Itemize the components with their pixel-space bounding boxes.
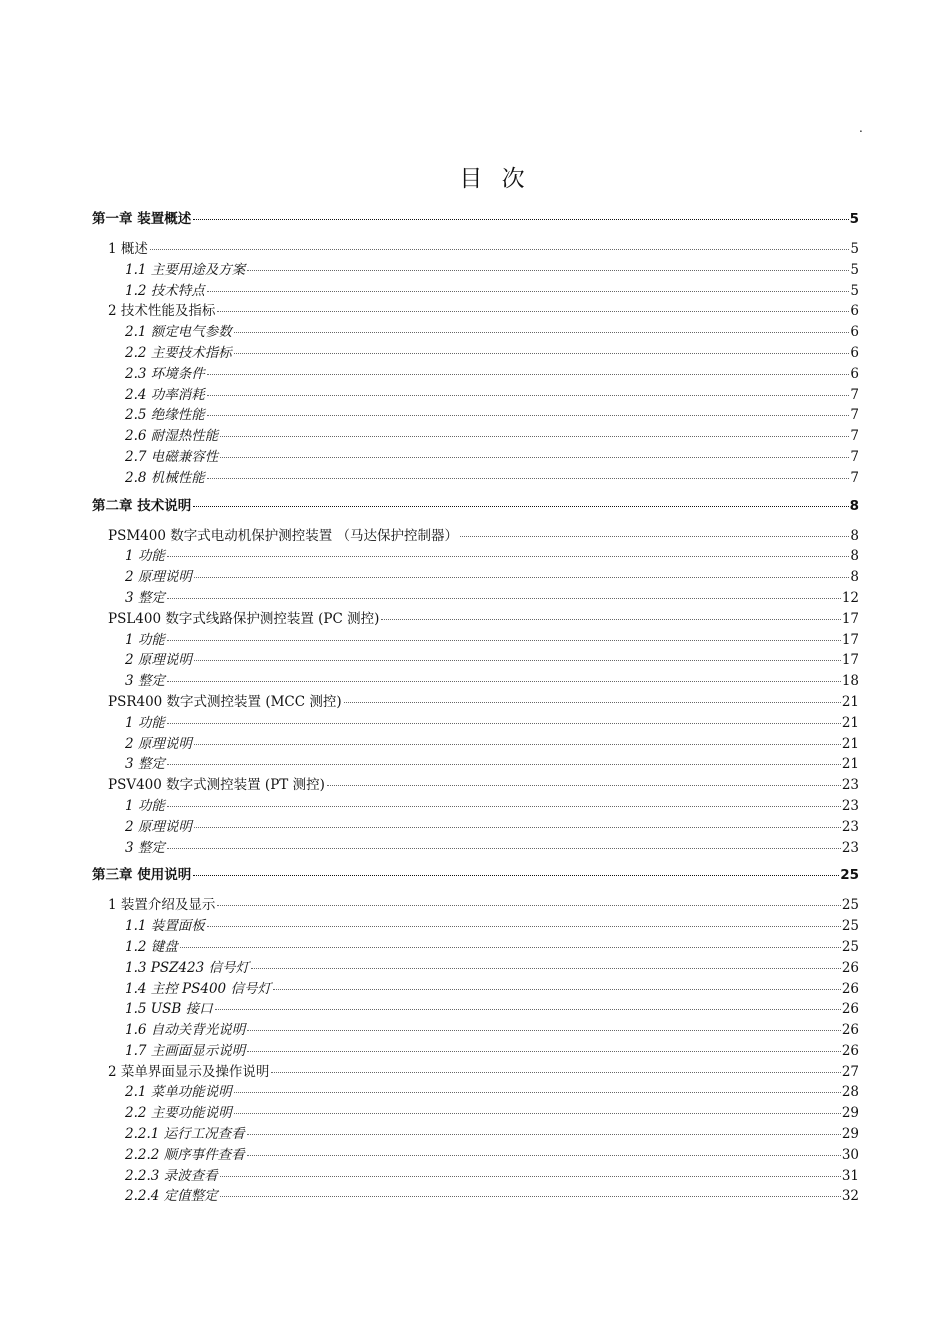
toc-entry-label: 1.6 自动关背光说明 — [125, 1022, 246, 1039]
dot-leader — [207, 926, 841, 927]
toc-entry[interactable] — [92, 628, 859, 649]
toc-entry-page-number: 23 — [841, 839, 859, 856]
toc-entry-page-number: 12 — [841, 589, 859, 606]
toc-entry[interactable] — [92, 752, 859, 773]
dot-leader — [167, 723, 841, 724]
dot-leader — [247, 1030, 841, 1031]
toc-entry-label: 第三章 使用说明 — [92, 867, 192, 884]
dot-leader — [215, 1009, 841, 1010]
toc-entry[interactable] — [92, 690, 859, 711]
toc-entry[interactable] — [92, 1080, 859, 1101]
toc-entry[interactable] — [92, 383, 859, 404]
toc-entry[interactable] — [92, 935, 859, 956]
dot-leader — [234, 332, 850, 333]
toc-entry-label: 2.8 机械性能 — [125, 469, 205, 486]
toc-entry-page-number: 8 — [850, 548, 859, 565]
dot-leader — [344, 702, 841, 703]
toc-entry[interactable] — [92, 997, 859, 1018]
toc-entry-label: 3 整定 — [125, 673, 165, 690]
dot-leader — [207, 478, 850, 479]
dot-leader — [207, 291, 850, 292]
toc-entry-page-number: 26 — [841, 1001, 859, 1018]
dot-leader — [193, 875, 839, 876]
dot-leader — [207, 415, 850, 416]
dot-leader — [207, 395, 850, 396]
toc-entry[interactable] — [92, 1122, 859, 1143]
toc-entry[interactable] — [92, 341, 859, 362]
toc-entry[interactable] — [92, 1018, 859, 1039]
toc-entry[interactable] — [92, 1101, 859, 1122]
toc-entry-label: 2.3 环境条件 — [125, 365, 205, 382]
toc-entry[interactable] — [92, 711, 859, 732]
toc-entry-page-number: 32 — [841, 1188, 859, 1205]
toc-entry[interactable] — [92, 524, 859, 545]
corner-mark: . — [859, 121, 863, 135]
dot-leader — [194, 660, 841, 661]
toc-entry-label: 2.1 菜单功能说明 — [125, 1084, 232, 1101]
toc-entry-page-number: 21 — [841, 714, 859, 731]
toc-chapter-entry[interactable] — [92, 207, 859, 229]
toc-entry-page-number: 23 — [841, 797, 859, 814]
table-of-contents — [92, 207, 859, 1205]
toc-entry-label: 第一章 装置概述 — [92, 211, 192, 227]
dot-leader — [220, 1176, 841, 1177]
toc-entry-page-number: 8 — [849, 497, 859, 514]
toc-entry[interactable] — [92, 258, 859, 279]
dot-leader — [167, 640, 841, 641]
dot-leader — [167, 556, 850, 557]
toc-entry[interactable] — [92, 732, 859, 753]
toc-chapter-entry[interactable] — [92, 863, 859, 885]
dot-leader — [194, 744, 841, 745]
dot-leader — [220, 436, 849, 437]
toc-entry-label: 2.7 电磁兼容性 — [125, 448, 219, 465]
dot-leader — [220, 1196, 841, 1197]
toc-entry-label: 2 原理说明 — [125, 652, 192, 669]
toc-entry[interactable] — [92, 299, 859, 320]
toc-entry-label: 3 整定 — [125, 589, 165, 606]
toc-entry-label: 1 功能 — [125, 548, 165, 565]
toc-entry[interactable] — [92, 977, 859, 998]
toc-entry-page-number: 26 — [841, 959, 859, 976]
dot-leader — [194, 827, 841, 828]
dot-leader — [167, 764, 841, 765]
toc-entry-label: PSV400 数字式测控装置 (PT 测控) — [108, 777, 325, 794]
toc-entry-label: 2.4 功率消耗 — [125, 386, 205, 403]
toc-entry[interactable] — [92, 1060, 859, 1081]
dot-leader — [247, 1155, 841, 1156]
toc-entry-label: 1.2 键盘 — [125, 938, 178, 955]
toc-entry-page-number: 7 — [850, 428, 859, 445]
dot-leader — [180, 947, 841, 948]
toc-entry[interactable] — [92, 320, 859, 341]
toc-entry-page-number: 25 — [840, 867, 859, 884]
toc-entry-page-number: 26 — [841, 1042, 859, 1059]
toc-entry-page-number: 7 — [850, 448, 859, 465]
toc-entry-label: 1.2 技术特点 — [125, 282, 205, 299]
toc-entry-page-number: 30 — [841, 1146, 859, 1163]
toc-entry-label: 1.5 USB 接口 — [125, 1001, 213, 1018]
toc-entry-label: 1.1 主要用途及方案 — [125, 261, 246, 278]
toc-entry-page-number: 17 — [841, 610, 859, 627]
toc-entry-label: 1.1 装置面板 — [125, 918, 205, 935]
toc-entry-page-number: 21 — [841, 693, 859, 710]
toc-entry[interactable] — [92, 773, 859, 794]
toc-entry-page-number: 29 — [841, 1126, 859, 1143]
toc-entry-page-number: 31 — [841, 1167, 859, 1184]
toc-entry[interactable] — [92, 403, 859, 424]
toc-entry[interactable] — [92, 1164, 859, 1185]
toc-entry-label: 1.4 主控 PS400 信号灯 — [125, 980, 271, 997]
toc-entry-label: 2 原理说明 — [125, 818, 192, 835]
toc-entry-label: 第二章 技术说明 — [92, 497, 192, 514]
toc-entry[interactable] — [92, 914, 859, 935]
toc-entry-label: 1 概述 — [108, 241, 148, 257]
dot-leader — [193, 506, 848, 507]
toc-entry-page-number: 6 — [850, 344, 859, 361]
dot-leader — [327, 785, 841, 786]
toc-entry-page-number: 18 — [841, 673, 859, 690]
toc-entry[interactable] — [92, 362, 859, 383]
toc-entry[interactable] — [92, 836, 859, 857]
toc-entry[interactable] — [92, 1039, 859, 1060]
toc-entry-label: 3 整定 — [125, 756, 165, 773]
dot-leader — [150, 249, 850, 250]
toc-entry-label: 1.3 PSZ423 信号灯 — [125, 959, 250, 976]
toc-entry-page-number: 5 — [849, 211, 859, 227]
toc-entry-page-number: 5 — [850, 261, 859, 278]
toc-entry-label: 2 原理说明 — [125, 735, 192, 752]
dot-leader — [247, 270, 849, 271]
dot-leader — [167, 681, 841, 682]
toc-entry[interactable] — [92, 669, 859, 690]
toc-entry-page-number: 6 — [850, 324, 859, 341]
toc-entry[interactable] — [92, 815, 859, 836]
toc-entry-label: PSR400 数字式测控装置 (MCC 测控) — [108, 693, 342, 710]
toc-entry[interactable] — [92, 424, 859, 445]
toc-entry-label: 2.2.1 运行工况查看 — [125, 1126, 245, 1143]
toc-entry-page-number: 8 — [850, 569, 859, 586]
toc-entry[interactable] — [92, 648, 859, 669]
toc-entry[interactable] — [92, 586, 859, 607]
toc-entry-label: 3 整定 — [125, 839, 165, 856]
toc-entry[interactable] — [92, 237, 859, 258]
toc-entry-page-number: 27 — [841, 1063, 859, 1080]
dot-leader — [167, 598, 841, 599]
toc-entry-label: 1 功能 — [125, 631, 165, 648]
dot-leader — [220, 457, 849, 458]
toc-entry-label: 2.2 主要功能说明 — [125, 1105, 232, 1122]
dot-leader — [234, 1092, 841, 1093]
dot-leader — [194, 577, 850, 578]
toc-entry-page-number: 26 — [841, 980, 859, 997]
dot-leader — [247, 1051, 841, 1052]
toc-entry-page-number: 17 — [841, 652, 859, 669]
toc-entry-label: PSL400 数字式线路保护测控装置 (PC 测控) — [108, 610, 380, 627]
toc-entry-page-number: 23 — [841, 818, 859, 835]
toc-entry[interactable] — [92, 544, 859, 565]
toc-entry-label: 2.2.2 顺序事件查看 — [125, 1146, 245, 1163]
toc-entry-label: PSM400 数字式电动机保护测控装置 （马达保护控制器） — [108, 527, 459, 544]
toc-entry-page-number: 25 — [841, 938, 859, 955]
dot-leader — [193, 219, 848, 220]
dot-leader — [460, 536, 849, 537]
toc-entry[interactable] — [92, 565, 859, 586]
toc-entry-page-number: 6 — [850, 365, 859, 382]
toc-entry-label: 2 菜单界面显示及操作说明 — [108, 1063, 270, 1080]
toc-entry[interactable] — [92, 956, 859, 977]
toc-entry-label: 1 装置介绍及显示 — [108, 897, 216, 914]
toc-entry[interactable] — [92, 1184, 859, 1205]
toc-entry-label: 2.1 额定电气参数 — [125, 324, 232, 341]
toc-entry[interactable] — [92, 1143, 859, 1164]
toc-entry-label: 2.2.3 录波查看 — [125, 1167, 218, 1184]
toc-entry-page-number: 28 — [841, 1084, 859, 1101]
toc-entry-label: 2 技术性能及指标 — [108, 303, 216, 320]
toc-entry-label: 1.7 主画面显示说明 — [125, 1042, 246, 1059]
toc-chapter-entry[interactable] — [92, 494, 859, 516]
toc-entry[interactable] — [92, 893, 859, 914]
dot-leader — [271, 1072, 840, 1073]
dot-leader — [207, 374, 850, 375]
dot-leader — [234, 1113, 841, 1114]
toc-entry-page-number: 6 — [850, 303, 859, 320]
toc-entry[interactable] — [92, 279, 859, 300]
toc-entry-page-number: 7 — [850, 469, 859, 486]
page-title: 目 次 — [459, 166, 531, 192]
toc-entry-label: 1 功能 — [125, 797, 165, 814]
dot-leader — [167, 806, 841, 807]
toc-entry[interactable] — [92, 445, 859, 466]
toc-entry-page-number: 29 — [841, 1105, 859, 1122]
toc-entry-page-number: 23 — [841, 777, 859, 794]
dot-leader — [217, 311, 849, 312]
toc-entry-page-number: 17 — [841, 631, 859, 648]
toc-entry-page-number: 21 — [841, 735, 859, 752]
toc-entry-label: 2.5 绝缘性能 — [125, 407, 205, 424]
dot-leader — [251, 968, 841, 969]
dot-leader — [217, 905, 840, 906]
toc-entry-page-number: 5 — [850, 282, 859, 299]
toc-entry-label: 2.6 耐湿热性能 — [125, 428, 219, 445]
dot-leader — [273, 989, 841, 990]
toc-entry-page-number: 26 — [841, 1022, 859, 1039]
toc-entry[interactable] — [92, 607, 859, 628]
dot-leader — [247, 1134, 841, 1135]
toc-entry-page-number: 25 — [841, 897, 859, 914]
toc-entry-page-number: 5 — [850, 241, 859, 257]
dot-leader — [234, 353, 850, 354]
toc-entry[interactable] — [92, 794, 859, 815]
toc-entry-page-number: 25 — [841, 918, 859, 935]
dot-leader — [381, 619, 840, 620]
toc-entry-label: 2.2.4 定值整定 — [125, 1188, 218, 1205]
toc-entry-label: 2 原理说明 — [125, 569, 192, 586]
toc-entry-label: 2.2 主要技术指标 — [125, 344, 232, 361]
toc-entry-page-number: 7 — [850, 386, 859, 403]
toc-entry-page-number: 21 — [841, 756, 859, 773]
toc-entry[interactable] — [92, 466, 859, 487]
toc-entry-label: 1 功能 — [125, 714, 165, 731]
toc-entry-page-number: 7 — [850, 407, 859, 424]
toc-entry-page-number: 8 — [850, 527, 859, 544]
dot-leader — [167, 848, 841, 849]
